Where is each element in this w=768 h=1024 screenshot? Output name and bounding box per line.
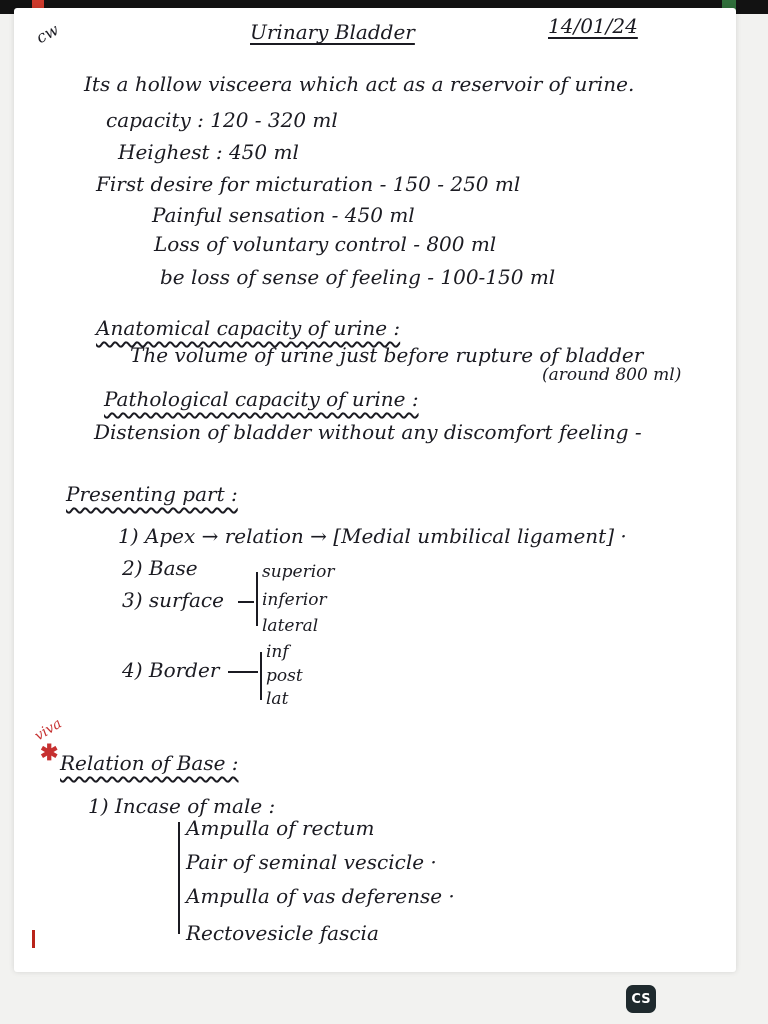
first-desire-line: First desire for micturation - 150 - 250 ml	[96, 172, 521, 196]
page-title: Urinary Bladder	[250, 20, 415, 44]
relation-item: Ampulla of vas deferense ·	[186, 884, 455, 908]
viva-mark: viva	[31, 715, 65, 745]
page-date: 14/01/24	[548, 14, 638, 38]
anatomical-text: The volume of urine just before rupture of bladder	[130, 343, 644, 367]
surface-item: lateral	[262, 616, 319, 636]
border-item: inf	[266, 642, 289, 662]
border-item: lat	[266, 689, 289, 709]
capacity-line: capacity : 120 - 320 ml	[106, 108, 338, 132]
relation-item: Pair of seminal vescicle ·	[186, 850, 437, 874]
surface-connector	[238, 601, 254, 603]
surface-item: superior	[262, 562, 335, 582]
incase-male-line: 1) Incase of male :	[88, 794, 276, 818]
relation-item: Ampulla of rectum	[186, 816, 375, 840]
presenting-heading: Presenting part :	[66, 482, 238, 506]
border-brace	[260, 652, 262, 700]
red-star-mark: ✱	[40, 740, 59, 766]
pathological-text: Distension of bladder without any discomfort feeling -	[94, 420, 642, 444]
surface-item: inferior	[262, 590, 327, 610]
loss-sense-line: be loss of sense of feeling - 100-150 ml	[160, 265, 556, 289]
border-item: post	[266, 666, 303, 686]
anatomical-heading: Anatomical capacity of urine :	[96, 316, 401, 340]
surface-brace	[256, 572, 258, 626]
anatomical-note: (around 800 ml)	[542, 365, 682, 385]
margin-red-mark	[32, 930, 35, 948]
apex-line: 1) Apex → relation → [Medial umbilical ligament] ·	[118, 524, 627, 548]
highest-line: Heighest : 450 ml	[118, 140, 299, 164]
relation-base-heading: Relation of Base :	[60, 751, 239, 775]
surface-line: 3) surface	[122, 588, 224, 612]
painful-sensation-line: Painful sensation - 450 ml	[152, 203, 415, 227]
loss-control-line: Loss of voluntary control - 800 ml	[154, 232, 497, 256]
base-line: 2) Base	[122, 556, 198, 580]
camscanner-logo: CS	[626, 985, 656, 1013]
relation-item: Rectovesicle fascia	[186, 921, 379, 945]
relation-brace	[178, 822, 180, 934]
pathological-heading: Pathological capacity of urine :	[104, 387, 419, 411]
border-connector	[228, 671, 258, 673]
definition-line: Its a hollow visceera which act as a reservoir of urine.	[84, 72, 635, 96]
border-line: 4) Border	[122, 658, 220, 682]
corner-mark: cw	[32, 19, 62, 48]
